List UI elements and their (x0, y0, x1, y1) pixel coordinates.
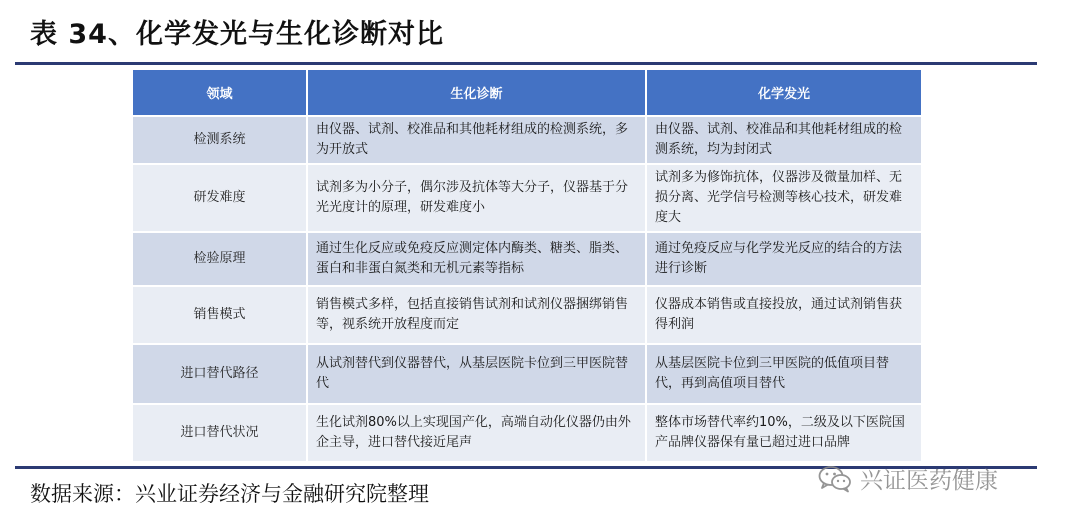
biochem-cell: 生化试剂80%以上实现国产化，高端自动化仪器仍由外企主导，进口替代接近尾声 (308, 403, 647, 461)
biochem-cell: 试剂多为小分子，偶尔涉及抗体等大分子，仪器基于分光光度计的原理，研发难度小 (308, 163, 647, 231)
table-row (133, 285, 921, 343)
chemi-cell: 由仪器、试剂、校准品和其他耗材组成的检测系统，均为封闭式 (647, 115, 921, 163)
row-label: 进口替代状况 (133, 403, 308, 461)
table-row (133, 163, 921, 231)
chemi-cell: 试剂多为修饰抗体，仪器涉及微量加样、无损分离、光学信号检测等核心技术，研发难度大 (647, 163, 921, 231)
row-label: 进口替代路径 (133, 343, 308, 403)
header-field: 领域 (133, 70, 308, 115)
table-row (133, 231, 921, 285)
row-label: 检测系统 (133, 115, 308, 163)
table-row (133, 343, 921, 403)
row-label: 销售模式 (133, 285, 308, 343)
chemi-cell: 从基层医院卡位到三甲医院的低值项目替代，再到高值项目替代 (647, 343, 921, 403)
biochem-cell: 由仪器、试剂、校准品和其他耗材组成的检测系统，多为开放式 (308, 115, 647, 163)
comparison-table (133, 70, 921, 461)
header-chemiluminescence: 化学发光 (647, 70, 921, 115)
chemi-cell: 仪器成本销售或直接投放，通过试剂销售获得利润 (647, 285, 921, 343)
biochem-cell: 从试剂替代到仪器替代，从基层医院卡位到三甲医院替代 (308, 343, 647, 403)
row-label: 检验原理 (133, 231, 308, 285)
page-title: 表 34、化学发光与生化诊断对比 (30, 19, 444, 50)
watermark-text: 兴证医药健康 (860, 468, 998, 494)
biochem-cell: 销售模式多样，包括直接销售试剂和试剂仪器捆绑销售等，视系统开放程度而定 (308, 285, 647, 343)
row-label: 研发难度 (133, 163, 308, 231)
biochem-cell: 通过生化反应或免疫反应测定体内酶类、糖类、脂类、蛋白和非蛋白氮类和无机元素等指标 (308, 231, 647, 285)
title-divider (15, 62, 1037, 65)
chemi-cell: 整体市场替代率约10%，二级及以下医院国产品牌仪器保有量已超过进口品牌 (647, 403, 921, 461)
table-row (133, 403, 921, 461)
watermark (818, 462, 998, 495)
header-biochemical-diagnosis: 生化诊断 (308, 70, 647, 115)
table-row (133, 115, 921, 163)
chemi-cell: 通过免疫反应与化学发光反应的结合的方法进行诊断 (647, 231, 921, 285)
table-header-row (133, 70, 921, 115)
wechat-icon (818, 465, 852, 493)
data-source-note: 数据来源：兴业证券经济与金融研究院整理 (30, 482, 429, 506)
